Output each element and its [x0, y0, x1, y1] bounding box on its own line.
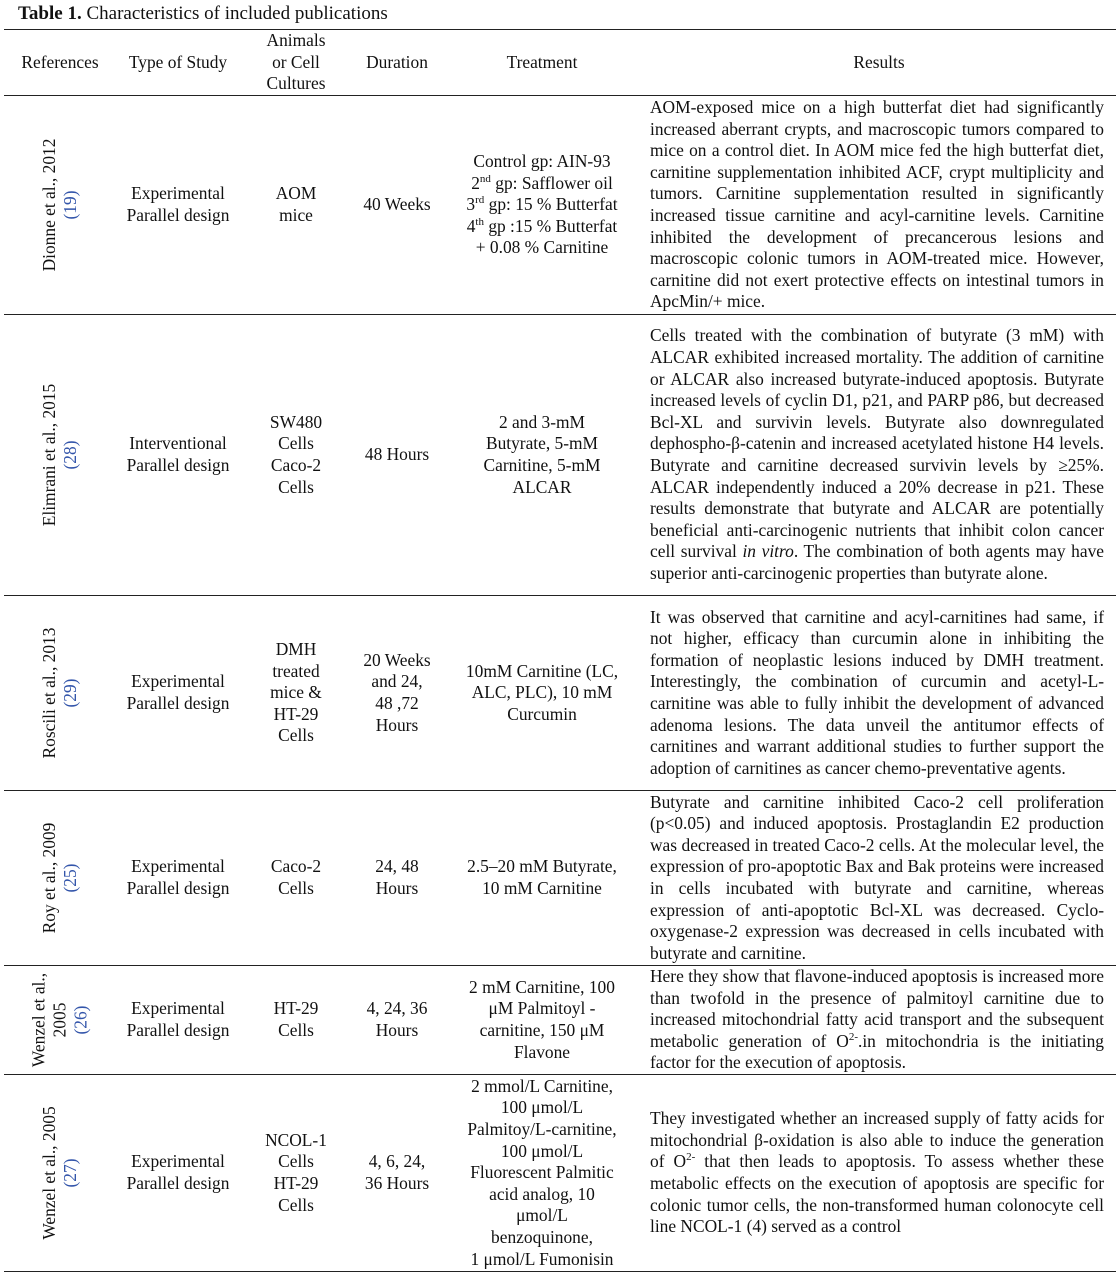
study-type-cell: Experimental Parallel design [126, 856, 230, 898]
treatment-cell [442, 96, 642, 315]
animals-cell: Caco-2 Cells [270, 856, 322, 898]
caption-label: Table 1. [18, 3, 82, 24]
reference-cell [4, 315, 116, 596]
table-row [4, 1075, 1116, 1272]
italic-in-vitro: in vitro [742, 541, 794, 562]
header-type-of-study: Type of Study [128, 51, 228, 72]
reference-name: Wenzel et al., 2005 [28, 972, 70, 1068]
results-cell: Cells treated with the combination of butyrate (3 mM) with ALCAR exhibited increased mortality. The addition of carnitine or ALCAR also increased butyrate-induced apoptosis. Butyrate increased levels of cyclin D1, p21, and PARP p86, but decreased Bcl-XL and survivin levels. Butyrate also downregulated dephospho-β-catenin and increased acetylated histone H4 levels. Butyrate and carnitine decreased survivin levels by ≥25%. ALCAR independently induced a 20% decrease in p21. These results demonstrate that butyrate and ALCAR are potentially beneficial anti-carcinogenic nutrients that inhibit colon cancer cell survival in vitro. The combination of both agents may have superior anti-carcinogenic properties than butyrate alone. [650, 325, 1105, 583]
duration-cell: 4, 6, 24, 36 Hours [364, 1151, 430, 1193]
treatment-line: + 0.08 % Carnitine [475, 237, 609, 258]
treatment-cell: 2.5–20 mM Butyrate, 10 mM Carnitine [467, 856, 617, 898]
treatment-line: 3rd gp: 15 % Butterfat [466, 194, 618, 215]
reference-cell [4, 96, 116, 315]
citation-link[interactable]: (19) [60, 190, 80, 220]
study-type-cell: Experimental Parallel design [126, 671, 230, 713]
results-cell: AOM-exposed mice on a high butterfat diet had significantly increased aberrant crypts, and macroscopic tumors compared to mice on a control diet. In AOM mice fed the high butterfat diet, carnitine supplementation inhibited ACF, crypt multiplicity and tumors. Carnitine supplementation resulted in significantly increased tissue carnitine and acyl-carnitine levels. Carnitine inhibited the development of precancerous lesions and macroscopic colonic tumors in AOM-treated mice. However, carnitine did not exert protective effects on intestinal tumors in ApcMin/+ mice. [650, 97, 1104, 312]
animals-cell: SW480 Cells Caco-2 Cells [269, 411, 323, 497]
treatment-cell: 2 mM Carnitine, 100 μM Palmitoyl - carnitine, 150 μM Flavone [469, 976, 615, 1062]
duration-cell: 24, 48 Hours [375, 856, 419, 898]
header-duration: Duration [366, 51, 428, 72]
duration-cell: 48 Hours [364, 444, 430, 465]
citation-link[interactable]: (25) [60, 863, 80, 893]
reference-cell [4, 596, 116, 791]
table-caption [18, 2, 388, 26]
duration-cell: 20 Weeks and 24, 48 ,72 Hours [363, 649, 431, 735]
citation-link[interactable]: (29) [60, 678, 80, 708]
results-cell: Here they show that flavone-induced apoptosis is increased more than twofold in the presence of palmitoyl carnitine due to increased mitochondrial fatty acid transport and the subsequent metabolic generation of $O^{2-}.in$ mitochondria is the initiating factor for the execution of apoptosis. [650, 966, 1104, 1073]
header-row [4, 30, 1116, 96]
header-results: Results [853, 51, 905, 72]
treatment-cell: 2 mmol/L Carnitine, 100 μmol/L Palmitoy/L-carnitine, 100 μmol/L Fluorescent Palmitic acid analog, 10 μmol/L benzoquinone, 1 μmol/L Fumonisin [467, 1075, 617, 1269]
citation-link[interactable]: (28) [60, 440, 80, 470]
reference-name: Dionne et al., 2012 [39, 138, 59, 272]
animals-cell: AOM mice [275, 183, 317, 225]
header-treatment: Treatment [506, 51, 578, 72]
reference-cell [4, 791, 116, 966]
treatment-line: 4th gp :15 % Butterfat [466, 215, 618, 236]
reference-name: Wenzel et al., 2005 [39, 1106, 59, 1240]
reference-name: Roy et al., 2009 [39, 822, 59, 934]
results-cell: Butyrate and carnitine inhibited Caco-2 cell proliferation (p<0.05) and induced apoptosis. Prostaglandin E2 production was decreased in treated Caco-2 cells. At the molecular level, the expression of pro-apoptotic Bax and Bak proteins were increased in cells incubated with butyrate and carnitine, whereas expression of anti-apoptotic Bcl-XL was decreased. Cyclo-oxygenase-2 expression was decreased in cells incubated with butyrate and carnitine. [650, 791, 1104, 963]
table-row [4, 596, 1116, 791]
citation-link[interactable]: (27) [60, 1158, 80, 1188]
duration-cell: 40 Weeks [363, 194, 431, 215]
results-cell: They investigated whether an increased supply of fatty acids for mitochondrial β-oxidation is also able to induce the generation of $O^{2-}$ that then leads to apoptosis. To assess whether these metabolic effects on the execution of apoptosis are specific for colonic tumor cells, the non-transformed human colonocyte cell line NCOL-1 (4) served as a control [650, 1108, 1104, 1237]
results-cell: It was observed that carnitine and acyl-carnitines had same, if not higher, efficacy than curcumin alone in inhibiting the formation of neoplastic lesions induced by DMH treatment. Interestingly, the combination of curcumin and acetyl-L-carnitine was able to fully inhibit the development of advanced adenoma lesions. The data unveil the antitumor effects of carnitines and warrant additional studies to further support the adoption of carnitines as cancer chemo-preventative agents. [650, 606, 1104, 778]
table-row [4, 791, 1116, 966]
animals-cell: NCOL-1 Cells HT-29 Cells [265, 1129, 327, 1215]
reference-cell [4, 966, 116, 1075]
reference-name: Elimrani et al., 2015 [39, 383, 59, 527]
header-references: References [21, 51, 99, 72]
study-type-cell: Experimental Parallel design [126, 183, 230, 225]
duration-cell: 4, 24, 36 Hours [366, 998, 428, 1040]
study-type-cell: Interventional Parallel design [126, 433, 230, 475]
treatment-cell: 2 and 3-mM Butyrate, 5-mM Carnitine, 5-mM ALCAR [483, 411, 601, 497]
table-row [4, 96, 1116, 315]
citation-link[interactable]: (26) [70, 1005, 91, 1035]
treatment-line: 2nd gp: Safflower oil [471, 172, 613, 193]
caption-text: Characteristics of included publications [81, 3, 388, 24]
animals-cell: HT-29 Cells [273, 998, 319, 1040]
treatment-cell: 10mM Carnitine (LC, ALC, PLC), 10 mM Curcumin [465, 660, 619, 724]
header-animals: Animals or Cell Cultures [266, 30, 326, 94]
treatment-line: Control gp: AIN-93 [473, 151, 611, 172]
animals-cell: DMH treated mice & HT-29 Cells [270, 639, 322, 746]
table-row [4, 315, 1116, 596]
reference-cell [4, 1075, 116, 1272]
reference-name: Roscili et al., 2013 [39, 627, 59, 759]
study-type-cell: Experimental Parallel design [126, 1151, 230, 1193]
publications-table [4, 29, 1116, 1272]
study-type-cell: Experimental Parallel design [126, 998, 230, 1040]
table-row [4, 966, 1116, 1075]
